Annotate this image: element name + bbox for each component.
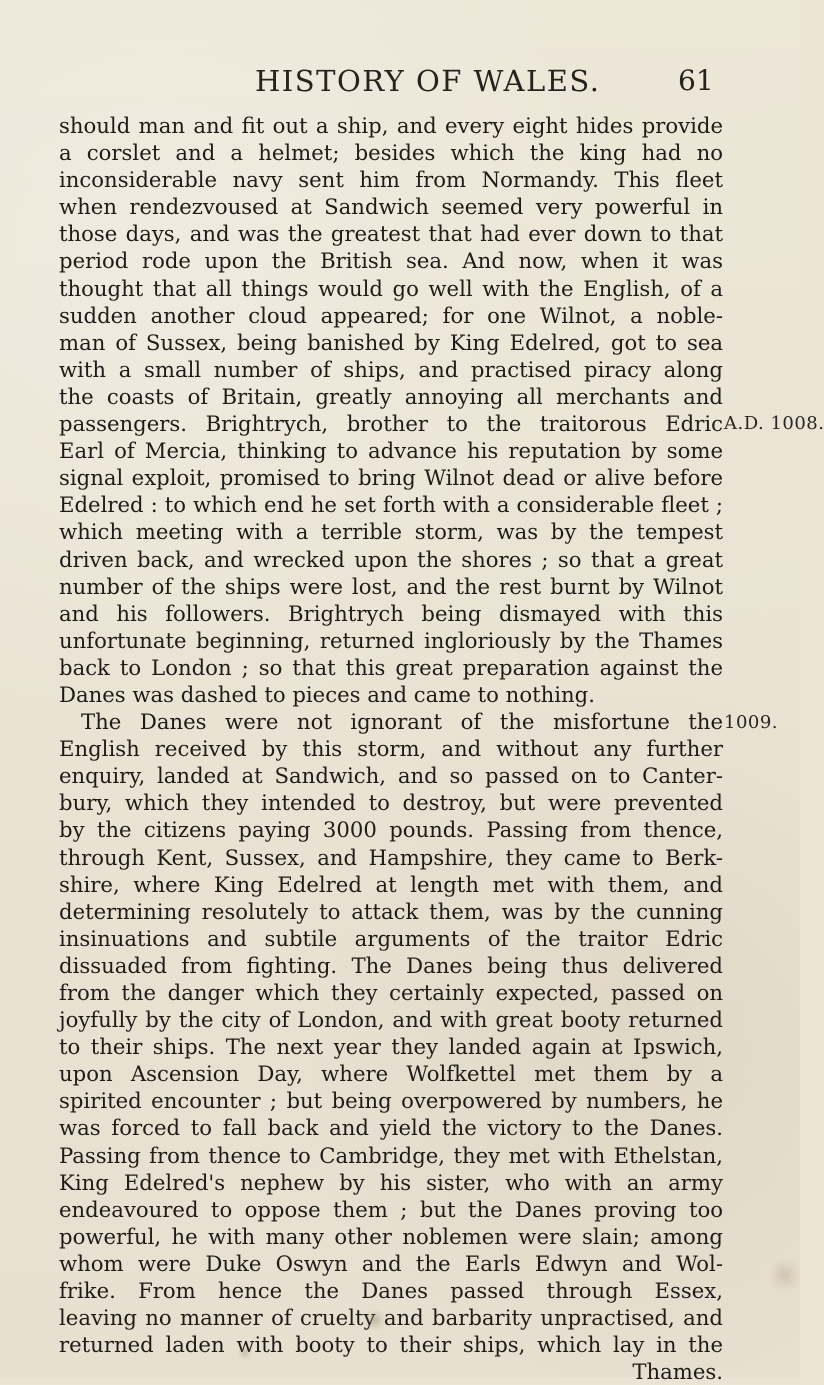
main-text-block: [59, 112, 723, 1385]
running-title: HISTORY OF WALES.: [255, 64, 601, 98]
ink-smudge: [361, 1310, 389, 1330]
page-header: [0, 64, 800, 104]
text-line: which meeting with a terrible storm, was by the tempest: [59, 519, 723, 545]
text-line: Edelred : to which end he set forth with a considerable fleet ;: [59, 492, 723, 518]
text-line: was forced to fall back and yield the victory to the Danes.: [59, 1115, 723, 1141]
text-line: insinuations and subtile arguments of the traitor Edric: [59, 925, 723, 951]
text-line: from the danger which they certainly expected, passed on: [59, 980, 723, 1005]
text-line: to their ships. The next year they landed again at Ipswich,: [59, 1034, 723, 1060]
text-line: returned laden with booty to their ships, which lay in the: [59, 1332, 723, 1358]
text-line: frike. From hence the Danes passed through Essex,: [59, 1278, 723, 1304]
text-line: shire, where King Edelred at length met with them, and: [59, 871, 723, 897]
text-line: through Kent, Sussex, and Hampshire, they came to Berk-: [59, 844, 723, 870]
text-line: and his followers. Brightrych being dismayed with this: [59, 600, 723, 626]
text-line: sudden another cloud appeared; for one Wilnot, a noble-: [59, 302, 723, 328]
text-line: thought that all things would go well with the English, of a: [59, 275, 723, 301]
text-line: upon Ascension Day, where Wolfkettel met them by a: [59, 1061, 723, 1087]
text-line: powerful, he with many other noblemen were slain; among: [59, 1223, 723, 1249]
text-line: number of the ships were lost, and the rest burnt by Wilnot: [59, 573, 723, 599]
text-line: leaving no manner of cruelty and barbarity unpractised, and: [59, 1305, 723, 1331]
text-line: passengers. Brightrych, brother to the traitorous Edric: [59, 411, 723, 437]
paper-stain: [770, 1255, 800, 1295]
text-line: signal exploit, promised to bring Wilnot dead or alive before: [59, 465, 723, 491]
margin-note-1009: 1009.: [724, 712, 779, 733]
text-line: Thames.: [632, 1359, 723, 1385]
text-line: driven back, and wrecked upon the shores ; so that a great: [59, 546, 723, 572]
text-line: determining resolutely to attack them, was by the cunning: [59, 898, 723, 924]
text-line: man of Sussex, being banished by King Edelred, got to sea: [59, 329, 723, 355]
text-line: The Danes were not ignorant of the misfortune the: [81, 709, 723, 735]
text-line: Danes was dashed to pieces and came to nothing.: [59, 681, 595, 707]
text-line: a corslet and a helmet; besides which the king had no: [59, 140, 723, 166]
page-number: 61: [678, 64, 714, 97]
text-line: spirited encounter ; but being overpowered by numbers, he: [59, 1088, 723, 1114]
text-line: with a small number of ships, and practised piracy along: [59, 356, 723, 382]
text-line: English received by this storm, and without any further: [59, 736, 723, 762]
text-line: unfortunate beginning, returned ingloriously by the Thames: [59, 627, 723, 653]
text-line: whom were Duke Oswyn and the Earls Edwyn and Wol-: [59, 1250, 723, 1276]
text-line: endeavoured to oppose them ; but the Danes proving too: [59, 1196, 723, 1222]
text-line: enquiry, landed at Sandwich, and so passed on to Canter-: [59, 763, 723, 789]
margin-note-1008: A.D. 1008.: [724, 413, 824, 434]
text-line: King Edelred's nephew by his sister, who with an army: [59, 1169, 723, 1195]
text-line: when rendezvoused at Sandwich seemed very powerful in: [59, 194, 723, 220]
text-line: the coasts of Britain, greatly annoying all merchants and: [59, 383, 723, 409]
text-line: back to London ; so that this great preparation against the: [59, 654, 723, 680]
text-line: bury, which they intended to destroy, but were prevented: [59, 790, 723, 816]
text-line: Earl of Mercia, thinking to advance his reputation by some: [59, 438, 723, 464]
text-line: period rode upon the British sea. And now, when it was: [59, 248, 723, 274]
text-line: those days, and was the greatest that had ever down to that: [59, 221, 723, 247]
text-line: dissuaded from fighting. The Danes being thus delivered: [59, 952, 723, 978]
text-line: Passing from thence to Cambridge, they met with Ethelstan,: [59, 1142, 723, 1168]
text-line: should man and fit out a ship, and every eight hides provide: [59, 113, 723, 138]
text-line: inconsiderable navy sent him from Normandy. This fleet: [59, 167, 723, 193]
ink-smudge: [236, 1346, 254, 1360]
text-line: joyfully by the city of London, and with great booty returned: [59, 1007, 723, 1033]
text-line: by the citizens paying 3000 pounds. Passing from thence,: [59, 817, 723, 843]
